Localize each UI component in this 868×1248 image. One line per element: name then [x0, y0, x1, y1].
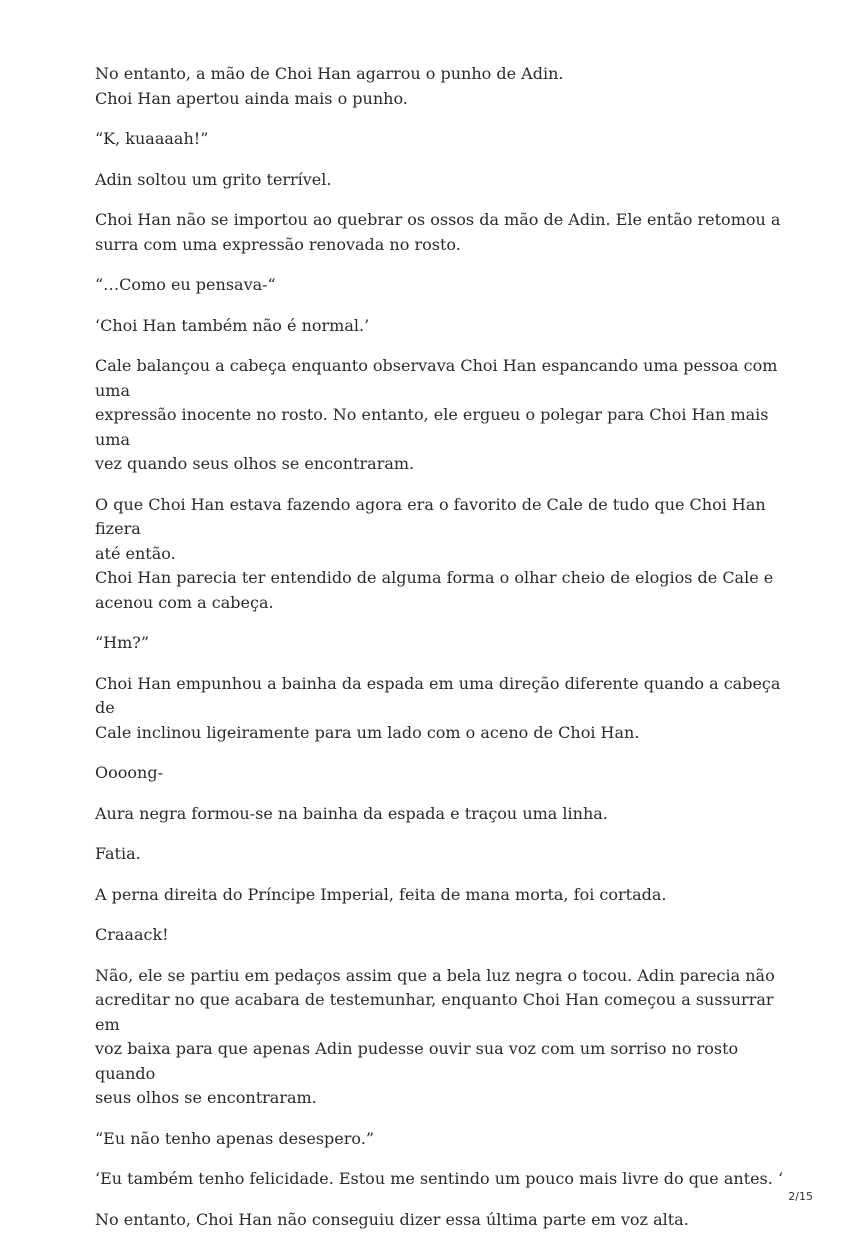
text-line: A perna direita do Príncipe Imperial, feita de mana morta, foi cortada.: [95, 884, 667, 904]
paragraph: [95, 168, 785, 193]
text-line: Fatia.: [95, 844, 141, 863]
paragraph: [95, 354, 785, 477]
paragraph: [95, 1127, 785, 1152]
text-line: “Hm?”: [95, 633, 150, 652]
paragraph: [95, 964, 785, 1111]
text-line: Cale inclinou ligeiramente para um lado com o aceno de Choi Han.: [95, 722, 640, 742]
text-line: Choi Han parecia ter entendido de alguma forma o olhar cheio de elogios de Cale e: [95, 568, 774, 587]
text-line: Choi Han não se importou ao quebrar os ossos da mão de Adin. Ele então retomou a: [95, 210, 781, 229]
text-line: No entanto, a mão de Choi Han agarrou o punho de Adin.: [95, 64, 564, 83]
paragraph: [95, 1167, 785, 1192]
text-line: ‘Choi Han também não é normal.’: [95, 315, 370, 335]
text-line: acenou com a cabeça.: [95, 592, 274, 612]
document-body: [95, 62, 785, 1248]
text-line: ‘Eu também tenho felicidade. Estou me sentindo um pouco mais livre do que antes. ‘: [95, 1169, 784, 1188]
text-line: Não, ele se partiu em pedaços assim que a bela luz negra o tocou. Adin parecia não: [95, 965, 775, 985]
text-line: “Eu não tenho apenas desespero.”: [95, 1128, 375, 1148]
text-line: seus olhos se encontraram.: [95, 1088, 317, 1107]
text-line: Choi Han empunhou a bainha da espada em uma direção diferente quando a cabeça de: [95, 673, 781, 717]
text-line: O que Choi Han estava fazendo agora era o favorito de Cale de tudo que Choi Han fizera: [95, 494, 766, 538]
text-line: No entanto, Choi Han não conseguiu dizer essa última parte em voz alta.: [95, 1209, 689, 1229]
text-line: Aura negra formou-se na bainha da espada e traçou uma linha.: [95, 803, 608, 823]
text-line: Adin soltou um grito terrível.: [95, 169, 332, 189]
paragraph: [95, 802, 785, 827]
text-line: “K, kuaaaah!”: [95, 129, 209, 148]
paragraph: [95, 631, 785, 656]
text-line: até então.: [95, 543, 176, 563]
text-line: Choi Han apertou ainda mais o punho.: [95, 88, 408, 108]
text-line: expressão inocente no rosto. No entanto, ele ergueu o polegar para Choi Han mais uma: [95, 405, 769, 449]
text-line: “…Como eu pensava-“: [95, 275, 276, 294]
text-line: surra com uma expressão renovada no rosto.: [95, 234, 461, 254]
paragraph: [95, 62, 785, 111]
page-number: 2/15: [788, 1190, 813, 1203]
paragraph: [95, 923, 785, 948]
text-line: voz baixa para que apenas Adin pudesse ouvir sua voz com um sorriso no rosto quando: [95, 1039, 739, 1083]
paragraph: [95, 672, 785, 746]
paragraph: [95, 842, 785, 867]
text-line: Craaack!: [95, 925, 169, 944]
paragraph: [95, 883, 785, 908]
paragraph: [95, 493, 785, 616]
paragraph: [95, 127, 785, 152]
text-line: acreditar no que acabara de testemunhar, enquanto Choi Han começou a sussurrar em: [95, 990, 774, 1034]
paragraph: [95, 208, 785, 257]
paragraph: [95, 761, 785, 786]
paragraph: [95, 1208, 785, 1233]
paragraph: [95, 314, 785, 339]
text-line: vez quando seus olhos se encontraram.: [95, 454, 415, 473]
text-line: Oooong-: [95, 763, 163, 782]
text-line: Cale balançou a cabeça enquanto observava Choi Han espancando uma pessoa com uma: [95, 356, 778, 400]
paragraph: [95, 273, 785, 298]
